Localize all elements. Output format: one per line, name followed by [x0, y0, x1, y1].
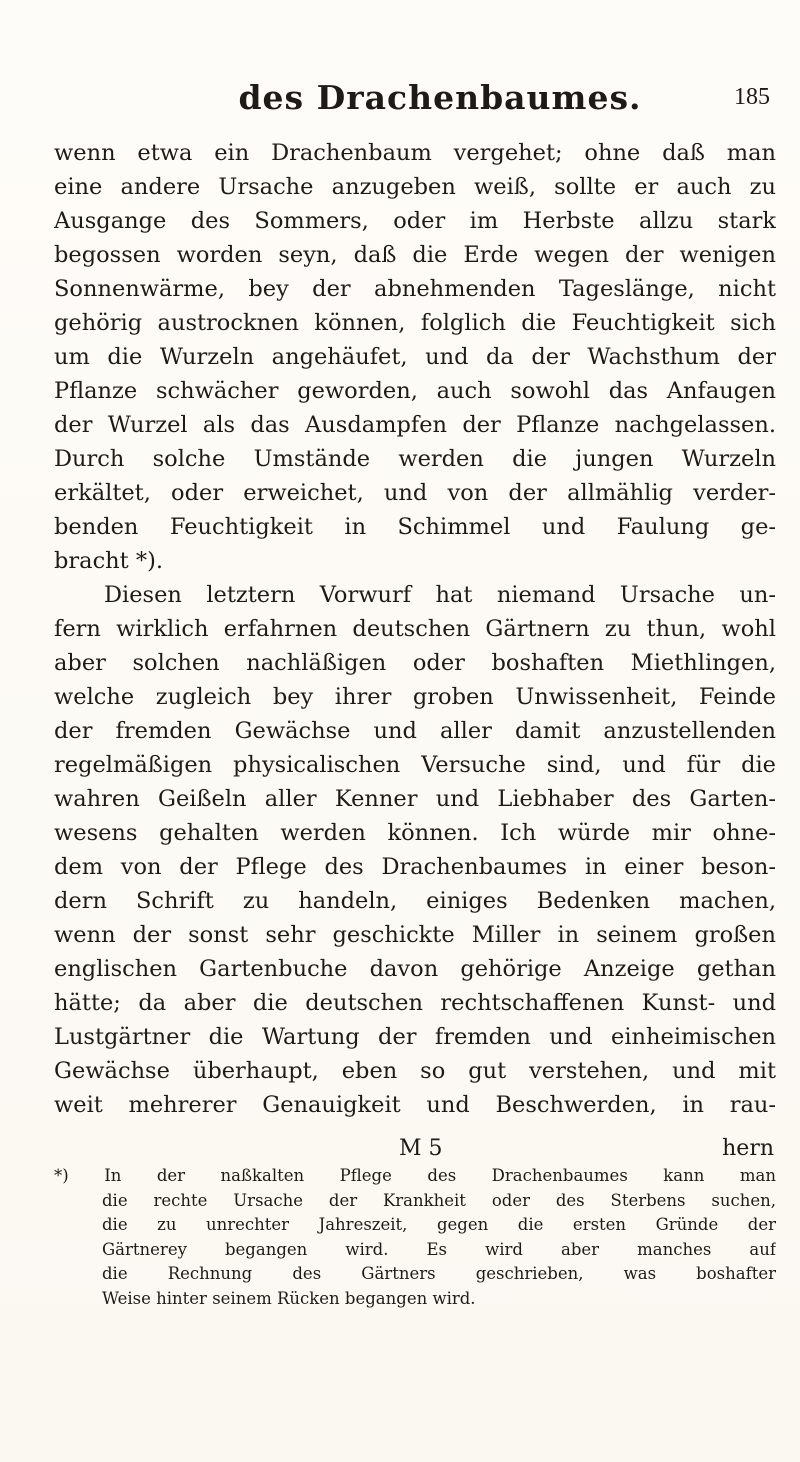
text-line: Lustgärtner die Wartung der fremden und einheimischen [54, 1024, 776, 1050]
text-line: Pflanze schwächer geworden, auch sowohl das Anfaugen [54, 378, 776, 404]
signature-mark: M 5 [399, 1136, 443, 1161]
footnote [54, 1164, 776, 1311]
text-line: wenn der sonst sehr geschickte Miller in seinem großen [54, 922, 776, 948]
text-line: aber solchen nachläßigen oder boshaften Miethlingen, [54, 650, 776, 676]
text-line: wahren Geißeln aller Kenner und Liebhaber des Garten- [54, 786, 776, 812]
text-line: benden Feuchtigkeit in Schimmel und Faulung ge- [54, 514, 776, 540]
footnote-line: die Rechnung des Gärtners geschrieben, was boshafter [102, 1264, 776, 1283]
text-line: welche zugleich bey ihrer groben Unwissenheit, Feinde [54, 684, 776, 710]
text-line: um die Wurzeln angehäufet, und da der Wachsthum der [54, 344, 776, 370]
footnote-line: Weise hinter seinem Rücken begangen wird. [102, 1288, 476, 1308]
text-line: begossen worden seyn, daß die Erde wegen der wenigen [54, 242, 776, 268]
text-line: eine andere Ursache anzugeben weiß, sollte er auch zu [54, 174, 776, 200]
body-text [54, 136, 776, 1122]
text-line: der fremden Gewächse und aller damit anzustellenden [54, 718, 776, 744]
text-line: Ausgange des Sommers, oder im Herbste allzu stark [54, 208, 776, 234]
catchline [54, 1132, 774, 1166]
text-line: Sonnenwärme, bey der abnehmenden Tageslänge, nicht [54, 276, 776, 302]
footnote-line: Gärtnerey begangen wird. Es wird aber manches auf [102, 1239, 776, 1259]
text-line: regelmäßigen physicalischen Versuche sind, und für die [54, 752, 776, 778]
text-line: englischen Gartenbuche davon gehörige Anzeige gethan [54, 956, 776, 982]
page-header [170, 78, 770, 122]
text-line: fern wirklich erfahrnen deutschen Gärtnern zu thun, wohl [54, 616, 776, 642]
text-line: der Wurzel als das Ausdampfen der Pflanze nachgelassen. [54, 412, 776, 438]
text-line: Diesen letztern Vorwurf hat niemand Ursache un- [104, 582, 776, 608]
text-line: wesens gehalten werden können. Ich würde mir ohne- [54, 820, 776, 846]
text-line: Gewächse überhaupt, eben so gut verstehen, und mit [54, 1058, 776, 1084]
text-line: Durch solche Umstände werden die jungen Wurzeln [54, 446, 776, 472]
text-line: bracht *). [54, 548, 164, 574]
footnote-line: die zu unrechter Jahreszeit, gegen die ersten Gründe der [102, 1215, 776, 1234]
text-line: dem von der Pflege des Drachenbaumes in einer beson- [54, 854, 776, 880]
catchword: hern [722, 1136, 774, 1161]
text-line: erkältet, oder erweichet, und von der allmählig verder- [54, 480, 776, 506]
text-line: hätte; da aber die deutschen rechtschaffenen Kunst- und [54, 990, 776, 1016]
text-line: wenn etwa ein Drachenbaum vergehet; ohne daß man [54, 140, 776, 166]
text-line: gehörig austrocknen können, folglich die Feuchtigkeit sich [54, 310, 776, 336]
footnote-line: die rechte Ursache der Krankheit oder des Sterbens suchen, [102, 1190, 776, 1210]
text-line: dern Schrift zu handeln, einiges Bedenken machen, [54, 888, 776, 914]
footnote-line: *) In der naßkalten Pflege des Drachenbaumes kann man [54, 1166, 776, 1185]
running-title: des Drachenbaumes. [238, 78, 642, 117]
page-number: 185 [734, 84, 770, 110]
text-line: weit mehrerer Genauigkeit und Beschwerden, in rau- [54, 1092, 776, 1118]
